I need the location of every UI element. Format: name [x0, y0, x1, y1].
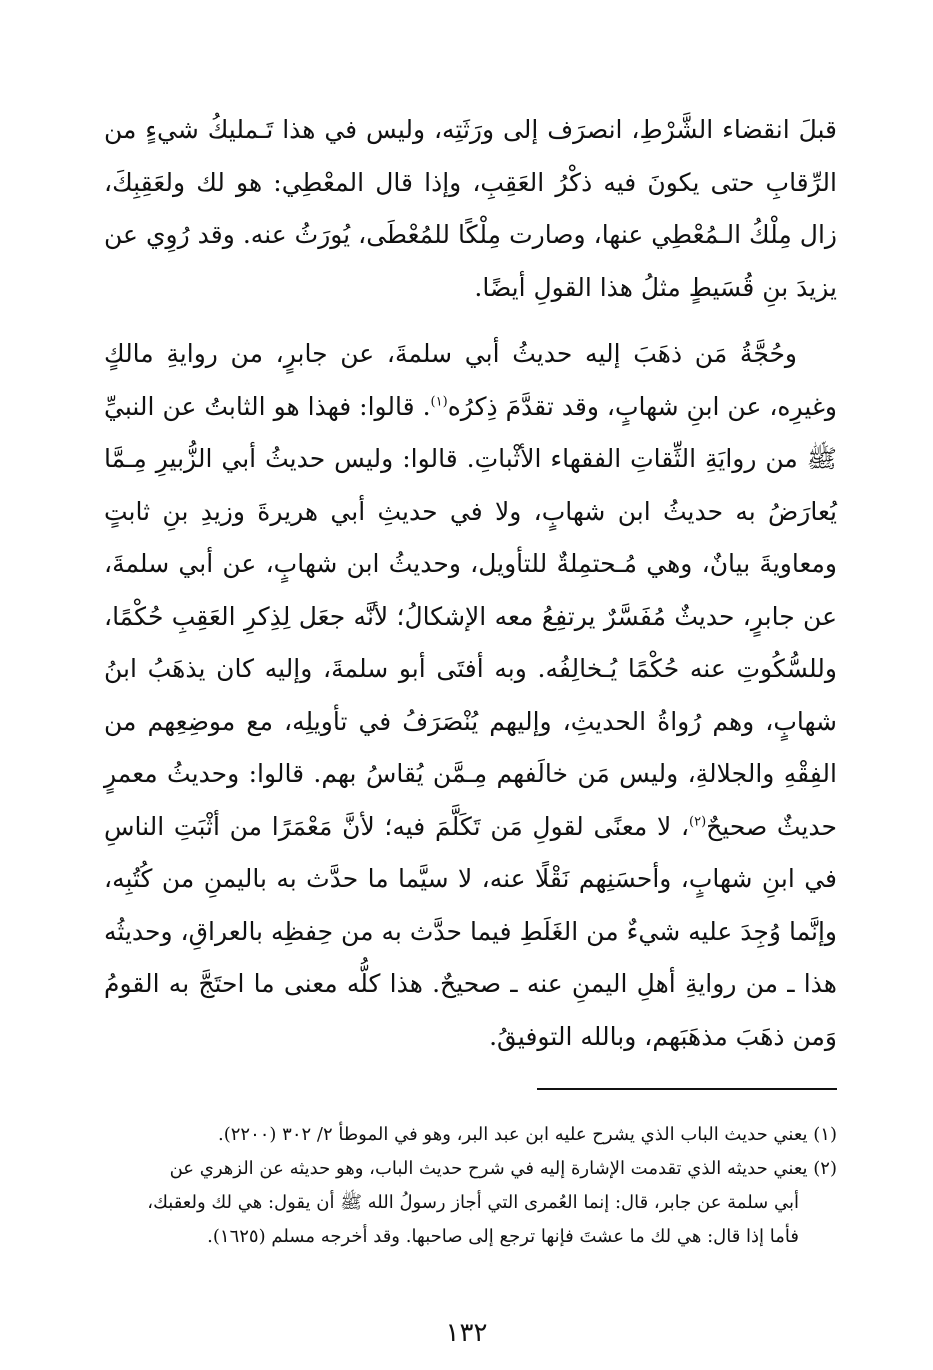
paragraph-2-text-b: . قالوا: فهذا هو الثابتُ عن النبيِّ ﷺ من روايَةِ الثِّقاتِ الفقهاء الأثْباتِ. قالوا: وليس حديثُ أبي الزُّبيرِ مِـمَّا يُعارَضُ به حديثُ ابن شهابٍ، ولا في حديثِ أبي هريرةَ وزيدِ بنِ ثابتٍ ومعاويةَ بيانٌ، وهي مُـحتمِلةٌ للتأويل، وحديثُ ابن شهابٍ، عن أبي سلمةَ، عن جابرٍ، حديثٌ مُفَسَّرٌ يرتفِعُ معه الإشكالُ؛ لأنَّه جعَل لِذِكرِ العَقِبِ حُكْمًا، وللسُّكُوتِ عنه حُكْمًا يُـخالِفُه. وبه أفتَى أبو سلمةَ، وإليه كان يذهَبُ ابنُ شهابٍ، وهم رُواةُ الحديثِ، وإليهم يُنْصَرَفُ في تأويلِه، مع موضِعِهم من الفِقْهِ والجلالةِ، وليس مَن خالَفهم مِـمَّن يُقاسُ بهم. قالوا: وحديثُ معمرٍ حديثٌ صحيحٌ [104, 391, 837, 841]
footnote-ref-1[interactable]: (١) [430, 394, 448, 410]
main-text [104, 104, 837, 1063]
page-number: ١٣٢ [445, 1318, 488, 1348]
footnote-2-line-3: فأما إذا قال: هي لك ما عشتَ فإنها ترجع إلى صاحبها. وقد أخرجه مسلم (١٦٢٥). [207, 1226, 799, 1247]
paragraph-2-text-a: وحُجَّةُ مَن ذهَبَ إليه حديثُ أبي سلمةَ، عن جابرٍ، من روايةِ مالكٍ وغيرِه، عن ابنِ شهابٍ، وقد تقدَّمَ ذِكرُه [104, 339, 838, 421]
footnote-2-line-2: أبي سلمة عن جابر، قال: إنما العُمرى التي أجاز رسولُ الله ﷺ أن يقول: هي لك ولعقبك، [147, 1192, 799, 1213]
paragraph-2-text-c: ، لا معنًى لقولِ مَن تَكَلَّمَ فيه؛ لأنَّ مَعْمَرًا من أثْبَتِ الناسِ في ابنِ شهابٍ، وأحسَنِهم نَقْلًا عنه، لا سيَّما ما حدَّث به باليمنِ من كُتُبِه، وإنَّما وُجِدَ عليه شيءٌ من الغَلَطِ فيما حدَّث به من حِفظِه بالعراقِ، وحديثُه هذا ـ من روايةِ أهلِ اليمنِ عنه ـ صحيحٌ. هذا كلُّه معنى ما احتَجَّ به القومُ وَمن ذهَبَ مذهَبَهم، وبالله التوفيقُ. [104, 811, 837, 1051]
paragraph-1-text: قبلَ انقضاء الشَّرْطِ، انصرَف إلى ورَثَتِه، وليس في هذا تَـمليكُ شيءٍ من الرِّقابِ حتى يكونَ فيه ذكْرُ العَقِبِ، وإذا قال المعْطِي: هو لك ولعَقِبِكَ، زال مِلْكُ الـمُعْطِي عنها، وصارت مِلْكًا للمُعْطَى، يُورَثُ عنه. وقد رُوِي عن يزيدَ بنِ قُسَيطٍ مثلُ هذا القولِ أيضًا. [104, 115, 837, 302]
footnote-ref-2[interactable]: (٢) [689, 814, 707, 830]
footnote-2-line-1: (٢) يعني حديثه الذي تقدمت الإشارة إليه في شرح حديث الباب، وهو حديثه عن الزهري عن [169, 1158, 837, 1179]
footnote-1-line-1: (١) يعني حديث الباب الذي يشرح عليه ابن عبد البر، وهو في الموطأ ٢/ ٣٠٢ (٢٢٠٠). [217, 1124, 837, 1145]
paragraph-1 [104, 104, 837, 314]
footnotes [104, 1118, 837, 1254]
footnote-separator [537, 1088, 837, 1090]
footnote-2 [104, 1152, 837, 1254]
footnote-1 [104, 1118, 837, 1152]
paragraph-2 [104, 328, 837, 1063]
